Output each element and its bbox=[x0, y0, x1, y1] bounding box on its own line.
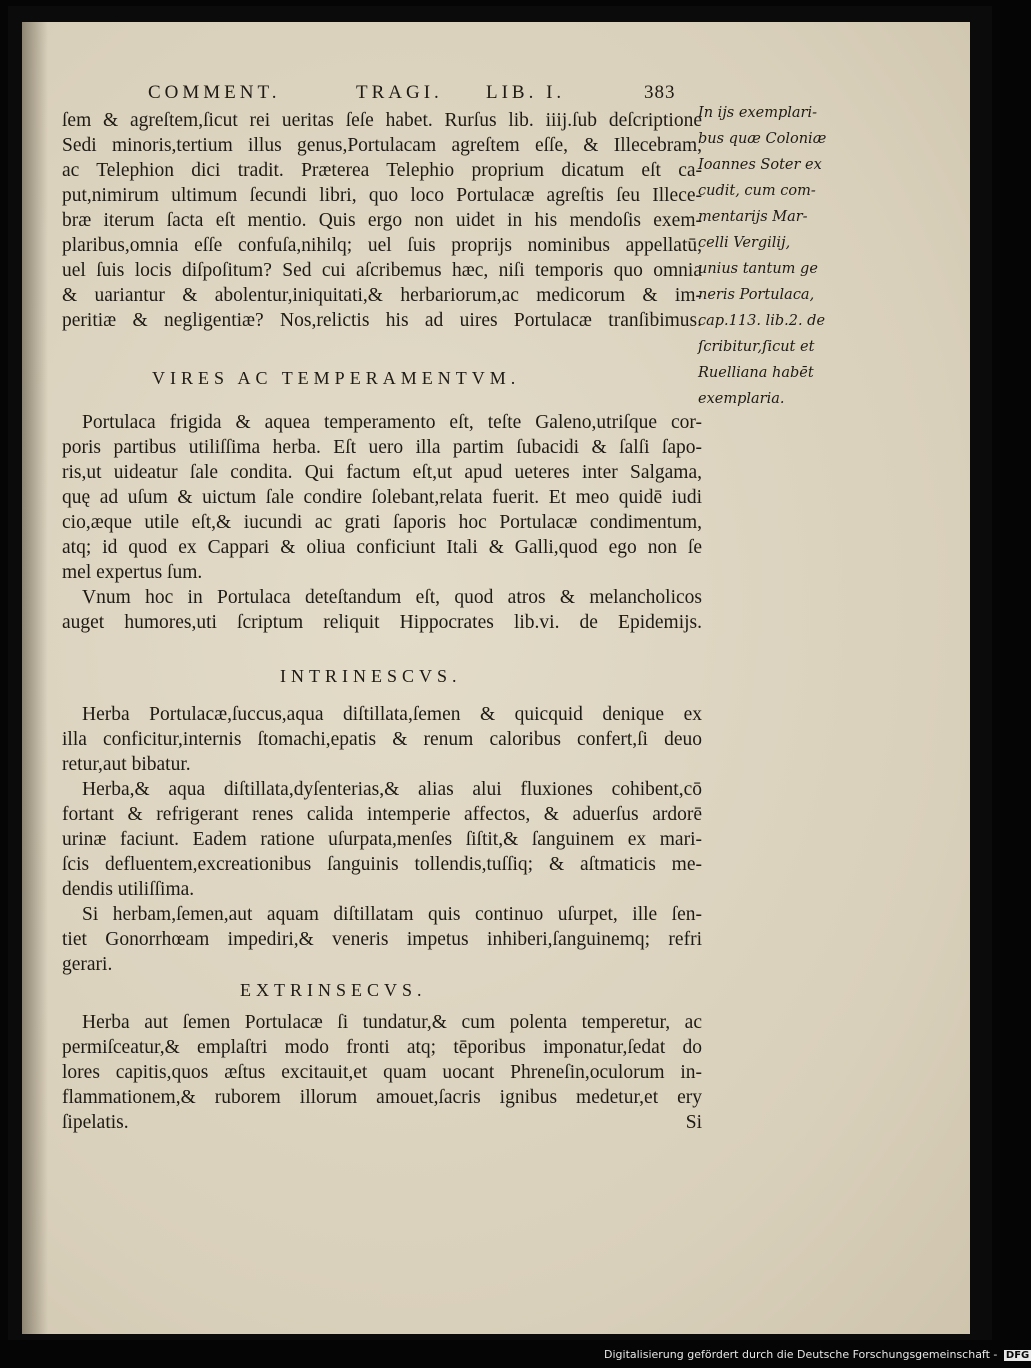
text-line: ſcis defluentem,excreationibus ſanguinis tollendis,tuſſiq; & aſtmaticis me- bbox=[62, 854, 702, 875]
text-line: retur,aut bibatur. bbox=[62, 754, 191, 775]
text-line: ſipelatis. bbox=[62, 1112, 129, 1133]
margin-line: mentarijs Mar- bbox=[698, 209, 808, 225]
text-line: peritiæ & negligentiæ? Nos,relictis his ad uires Portulacæ tranſibimus. bbox=[62, 310, 702, 331]
catchword: Si bbox=[685, 1112, 702, 1133]
text-line: Portulaca frigida & aquea temperamento eſt, teſte Galeno,utriſque cor- bbox=[82, 412, 702, 433]
spine-shadow bbox=[22, 22, 48, 1334]
margin-line: unius tantum ge bbox=[698, 261, 818, 277]
text-line: & uariantur & abolentur,iniquitati,& herbariorum,ac medicorum & im- bbox=[62, 285, 702, 306]
credit-text: Digitalisierung gefördert durch die Deutsche Forschungsgemeinschaft - bbox=[604, 1348, 998, 1361]
text-line: tiet Gonorrhœam impediri,& veneris impetus inhiberi,ſanguinemq; refri bbox=[62, 929, 702, 950]
text-block-opening bbox=[62, 108, 702, 333]
margin-line: Ioannes Soter ex bbox=[698, 157, 822, 173]
digitization-credit bbox=[604, 1348, 1031, 1361]
running-head bbox=[148, 82, 678, 108]
running-head-book: LIB. I. bbox=[486, 82, 566, 103]
text-line: gerari. bbox=[62, 954, 113, 975]
text-line: uel ſuis locis diſpoſitum? Sed cui aſcribemus hæc, niſi temporis quo omnia bbox=[62, 260, 702, 281]
text-block-intrinsecus bbox=[62, 702, 702, 977]
text-line: mel expertus ſum. bbox=[62, 562, 203, 583]
running-head-title: COMMENT. bbox=[148, 82, 281, 103]
text-line: auget humores,uti ſcriptum reliquit Hippocrates lib.vi. de Epidemijs. bbox=[62, 612, 702, 633]
text-line: dendis utiliſſima. bbox=[62, 879, 195, 900]
section-heading-extrinsecus: EXTRINSECVS. bbox=[240, 980, 427, 1000]
section-heading-vires: VIRES AC TEMPERAMENTVM. bbox=[152, 368, 521, 388]
text-line: bræ iterum ſacta eſt mentio. Quis ergo non uidet in his mendoſis exem- bbox=[62, 210, 702, 231]
marginal-note bbox=[698, 100, 840, 412]
text-line: fortant & refrigerant renes calida intemperie affectos, & aduerſus ardorē bbox=[62, 804, 702, 825]
text-line: ſem & agreſtem,ſicut rei ueritas ſeſe habet. Rurſus lib. iiij.ſub deſcriptione bbox=[62, 110, 702, 131]
margin-line: ſcribitur,ſicut et bbox=[698, 339, 815, 355]
margin-line: neris Portulaca, bbox=[698, 287, 815, 303]
text-line: Herba,& aqua diſtillata,dyſenterias,& alias alui fluxiones cohibent,cō bbox=[82, 779, 702, 800]
margin-line: Ruelliana habēt bbox=[698, 365, 814, 381]
section-heading-intrinsecus: INTRINESCVS. bbox=[280, 666, 462, 686]
margin-line: exemplaria. bbox=[698, 391, 785, 407]
text-line: atq; id quod ex Cappari & oliua conficiunt Itali & Galli,quod ego non ſe bbox=[62, 537, 702, 558]
dfg-logo: DFG bbox=[1005, 1350, 1030, 1361]
text-line: put,nimirum ultimum ſecundi libri, quo loco Portulacæ agreſtis ſeu Illece- bbox=[62, 185, 702, 206]
text-line: plaribus,omnia eſſe confuſa,nihilq; uel ſuis proprijs nominibus appellatū, bbox=[62, 235, 702, 256]
text-block-vires bbox=[62, 410, 702, 635]
text-line: Sedi minoris,tertium illus genus,Portulacam agreſtem eſſe, & Illecebram, bbox=[62, 135, 702, 156]
running-head-author: TRAGI. bbox=[356, 82, 443, 103]
text-line: Si herbam,ſemen,aut aquam diſtillatam quis continuo uſurpet, ille ſen- bbox=[82, 904, 702, 925]
text-line: permiſceatur,& emplaſtri modo fronti atq; tēporibus imponatur,ſedat do bbox=[62, 1037, 702, 1058]
text-line: cio,æque utile eſt,& iucundi ac grati ſaporis hoc Portulacæ condimentum, bbox=[62, 512, 702, 533]
text-line: Herba Portulacæ,ſuccus,aqua diſtillata,ſemen & quicquid denique ex bbox=[82, 704, 702, 725]
text-line: urinæ faciunt. Eadem ratione uſurpata,menſes ſiſtit,& ſanguinem ex mari- bbox=[62, 829, 702, 850]
text-line: quę ad uſum & uictum ſale condire ſolebant,relata fuerit. Et meo quidē iudi bbox=[62, 487, 702, 508]
text-line: flammationem,& ruborem illorum amouet,ſacris ignibus medetur,et ery bbox=[62, 1087, 702, 1108]
margin-line: celli Vergilij, bbox=[698, 235, 791, 251]
text-line: Herba aut ſemen Portulacæ ſi tundatur,& cum polenta temperetur, ac bbox=[82, 1012, 702, 1033]
text-line: poris partibus utiliſſima herba. Eſt uero illa partim ſubacidi & ſalſi ſapo- bbox=[62, 437, 702, 458]
text-line-with-catchword bbox=[62, 1110, 702, 1135]
text-line: ac Telephion dici tradit. Præterea Telephio proprium dicatum eſt ca- bbox=[62, 160, 702, 181]
text-line: illa conficitur,internis ſtomachi,epatis & renum caloribus confert,ſi deuo bbox=[62, 729, 702, 750]
text-line: lores capitis,quos æſtus excitauit,et quam uocant Phreneſin,oculorum in- bbox=[62, 1062, 702, 1083]
book-page bbox=[22, 22, 970, 1334]
margin-line: bus quæ Coloniæ bbox=[698, 131, 827, 147]
text-line: Vnum hoc in Portulaca deteſtandum eſt, quod atros & melancholicos bbox=[82, 587, 702, 608]
margin-line: cudit, cum com- bbox=[698, 183, 816, 199]
page-number: 383 bbox=[644, 82, 676, 103]
margin-line: In ijs exemplari- bbox=[698, 105, 817, 121]
text-line: ris,ut uideatur ſale condita. Qui factum eſt,ut apud ueteres inter Salgama, bbox=[62, 462, 702, 483]
text-block-extrinsecus bbox=[62, 1010, 702, 1135]
margin-line: cap.113. lib.2. de bbox=[698, 313, 826, 329]
